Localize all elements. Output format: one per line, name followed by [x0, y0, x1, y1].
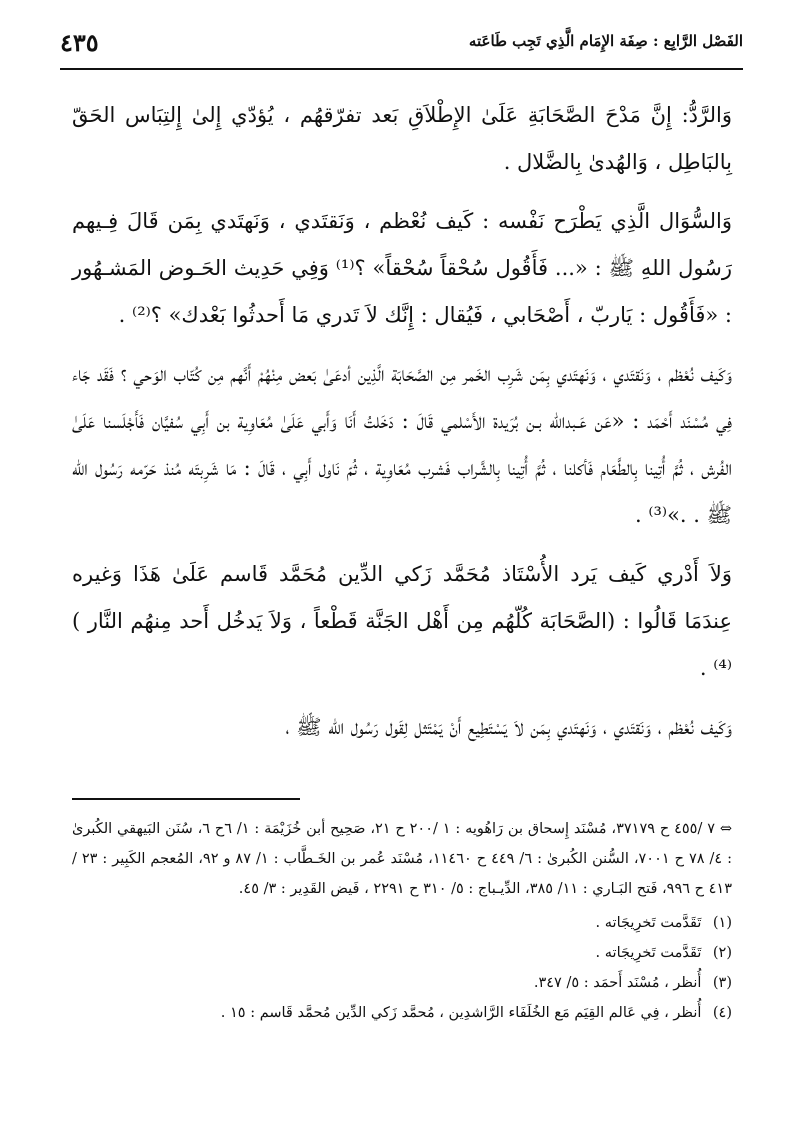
paragraph: وَكَيف نُعْظم ، وَنَقتَدي ، وَنَهتَدي بِمَن شَرِب الخَمر مِن الصَّحَابَة الَّذِين أدعَىٰ بَعض مِنْهُمْ أَنَّهم مِن كُتّاب الوَحي ؟ فَقَد جَاء فِي مُسْنَد أَحْمَد : «عَن عَـبدالله بـن بُرَيدة الأَسْلمي قَالَ : دَخَلتُ أَنَا وَأَبي عَلَىٰ مُعَاوِية بن أَبِي سُفيَّان فَأَجْلَسنا عَلَىٰ الفُرش ، ثُمَّ أُتِينا بِالطَّعَام فَأكلنا ، ثُمَّ أُتِينا بِالشَّراب فَشرب مُعَاوِية ، ثُمّ نَاول أَبِي ، قَالَ : مَا شَرِبتَه مُنذ حَرّمه رَسُول الله ﷺ . .»⁽³⁾ . [72, 362, 732, 527]
paragraph: وَالسُّوَال الَّذِي يَطْرَح نَفْسه : كَيف نُعْظم ، وَنَقتَدي ، وَنَهتَدي بِمَن قَالَ فِـيهم رَسُول اللهِ ﷺ : «... فَأَقُول سُحْقاً سُحْقاً» ؟⁽¹⁾ وَفِي حَدِيث الحَـوض المَشـهُور : «فَأَقُول : يَاربّ ، أَصْحَابي ، فَيُقال : إِنَّك لاَ تَدري مَا أَحدثُوا بَعْدك» ؟⁽²⁾ . [72, 209, 732, 327]
footnote-item [72, 938, 732, 968]
header-rule [60, 68, 743, 70]
footnote-text: تَقَدَّمت تَخرِيجَاته . [595, 915, 702, 931]
page-number: ٤٣٥ [60, 28, 99, 57]
paragraph: وَلاَ أَدْري كَيف يَرد الأُسْتَاذ مُحَمَّد زَكي الدِّين مُحَمَّد قَاسم عَلَىٰ هَذَا وَغيره عِندَمَا قَالُوا : (الصَّحَابَة كُلّهُم مِن أَهْل الجَنَّة قَطْعاً ، وَلاَ يَدخُل أَحد مِنهُم النَّار )⁽⁴⁾ . [72, 562, 732, 680]
footnote-number: (١) [712, 915, 732, 931]
footnote-number: (٣) [712, 975, 732, 991]
footnote-item [72, 998, 732, 1028]
paragraph: وَكَيف نُعْظم ، وَنَقتَدي ، وَنَهتَدي بِمَن لاَ يَسْتَطِيع أَنْ يَمْتَثل لِقَول رَسُول الله ﷺ ، [285, 715, 732, 739]
chapter-title: الفَصْل الرَّابِع : صِفَة الإِمَام الَّذِي تَجِب طَاعَته [468, 32, 743, 50]
footnote-number: (٢) [712, 945, 732, 961]
footnotes [72, 814, 732, 1028]
footnote-item [72, 968, 732, 998]
footnote-continuation: ⇔ ٧ /٤٥٥ ح ٣٧١٧٩، مُسْنَد إِسحاق بن رَاهُويه : ١ /٢٠٠ ح ٢١، صَحِيح أبن خُزَيْمَة : ١/ ٦ح ٦، سُنَن البَيهقي الكُبرىٰ : ٤/ ٧٨ ح ٧٠٠١، السُّنن الكُبرىٰ : ٦/ ٤٤٩ ح ١١٤٦٠، مُسْنَد عُمر بن الخَـطَّاب : ١/ ٨٧ و ٩٢، المُعجم الكَبِير : ٢٣ /٤١٣ ح ٩٩٦، فَتح البَـاري : ١١/ ٣٨٥، الدِّيـباج : ٥/ ٣١٠ ح ٢٢٩١ ، فَيض القَدِير : ٣/ ٤٥. [72, 821, 733, 897]
running-header [60, 28, 743, 72]
footnote-text: أُنظر ، فِي عَالم القِيَم مَع الخُلَفَاء الرَّاشدِين ، مُحمَّد زَكي الدِّين مُحمَّد قَاسم : ١٥ . [220, 1005, 702, 1021]
paragraph: وَالرَّدُّ: إِنَّ مَدْحَ الصَّحَابَةِ عَلَىٰ الإِطْلاَقِ بَعد تفرّقهُم ، يُؤدّي إِلىٰ إِلتِبَاس الحَقّ بِالبَاطِل ، وَالهُدىٰ بِالضَّلال . [72, 103, 732, 174]
footnote-list [72, 908, 732, 1028]
footnote-item [72, 908, 732, 938]
footnote-separator [72, 798, 300, 800]
footnote-text: تَقَدَّمت تَخرِيجَاته . [595, 945, 702, 961]
footnote-number: (٤) [712, 1005, 732, 1021]
footnote-text: أُنظر ، مُسْنَد أَحمَد : ٥/ ٣٤٧. [533, 975, 702, 991]
main-text [72, 92, 732, 763]
